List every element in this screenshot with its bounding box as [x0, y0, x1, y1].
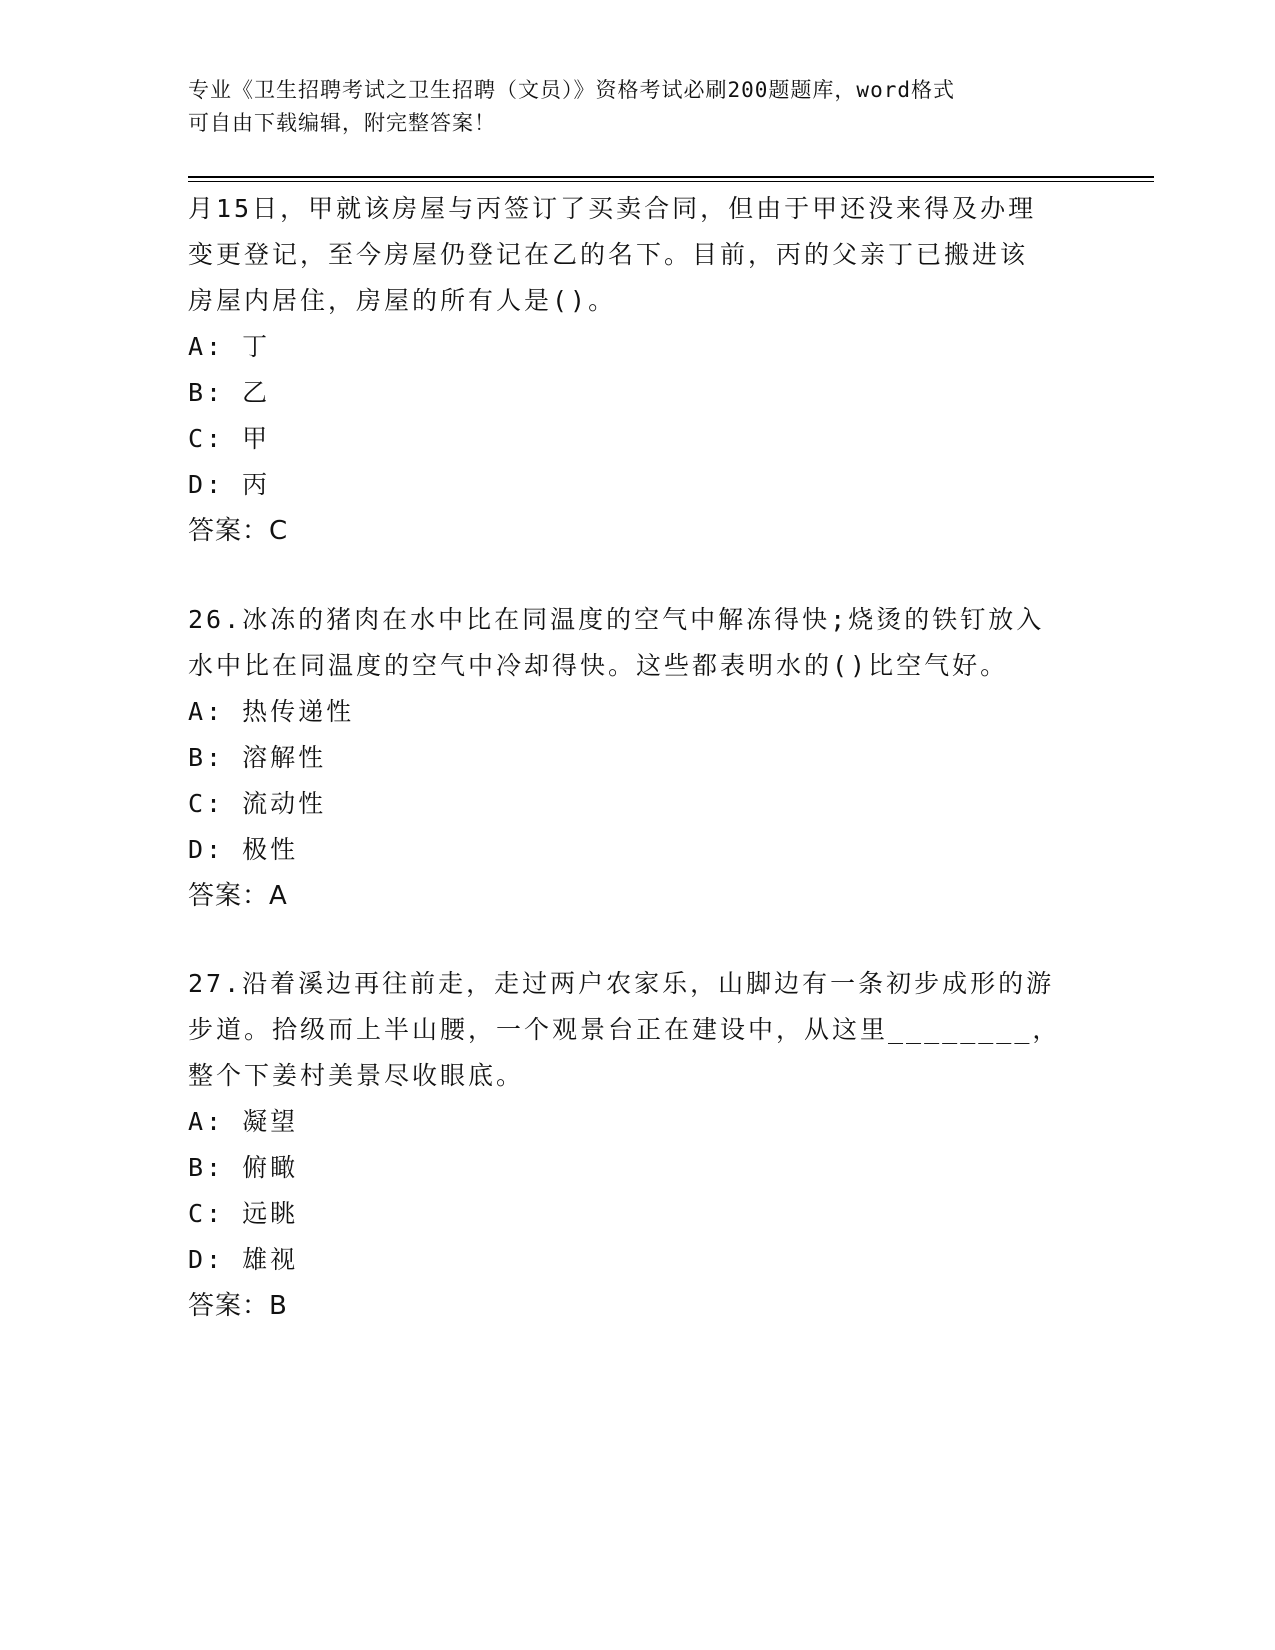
option-c: C: 甲: [188, 424, 271, 453]
option-d: D: 极性: [188, 835, 299, 864]
option-c: C: 远眺: [188, 1199, 299, 1228]
question-line: 月15日，甲就该房屋与丙签订了买卖合同，但由于甲还没来得及办理: [188, 194, 1037, 223]
question-block-26: [188, 597, 1088, 919]
question-line: 水中比在同温度的空气中冷却得快。这些都表明水的()比空气好。: [188, 651, 1009, 680]
question-line: 变更登记，至今房屋仍登记在乙的名下。目前，丙的父亲丁已搬进该: [188, 240, 1029, 269]
question-text: [188, 597, 1088, 689]
question-line: 步道。拾级而上半山腰，一个观景台正在建设中，从这里________，: [188, 1015, 1061, 1044]
document-header: [188, 74, 1068, 140]
answer-line: 答案：B: [188, 1291, 288, 1321]
header-divider-thick: [188, 176, 1154, 178]
header-divider-thin: [188, 181, 1154, 182]
answer-line: 答案：A: [188, 881, 288, 911]
option-b: B: 乙: [188, 378, 271, 407]
question-line: 26.冰冻的猪肉在水中比在同温度的空气中解冻得快;烧烫的铁钉放入: [188, 605, 1045, 634]
option-d: D: 丙: [188, 470, 271, 499]
question-text: [188, 961, 1088, 1099]
question-line: 房屋内居住，房屋的所有人是()。: [188, 286, 617, 315]
question-text: [188, 186, 1088, 324]
option-d: D: 雄视: [188, 1245, 299, 1274]
option-a: A: 热传递性: [188, 697, 355, 726]
question-block-25: [188, 186, 1088, 554]
option-a: A: 凝望: [188, 1107, 299, 1136]
option-c: C: 流动性: [188, 789, 327, 818]
header-line-2: 可自由下载编辑，附完整答案！: [188, 111, 496, 135]
option-b: B: 溶解性: [188, 743, 327, 772]
option-a: A: 丁: [188, 332, 271, 361]
answer-line: 答案：C: [188, 516, 289, 546]
option-b: B: 俯瞰: [188, 1153, 299, 1182]
header-line-1: 专业《卫生招聘考试之卫生招聘（文员）》资格考试必刷200题题库，word格式: [188, 78, 955, 102]
question-block-27: [188, 961, 1088, 1329]
question-line: 27.沿着溪边再往前走，走过两户农家乐，山脚边有一条初步成形的游: [188, 969, 1055, 998]
question-line: 整个下姜村美景尽收眼底。: [188, 1061, 525, 1090]
